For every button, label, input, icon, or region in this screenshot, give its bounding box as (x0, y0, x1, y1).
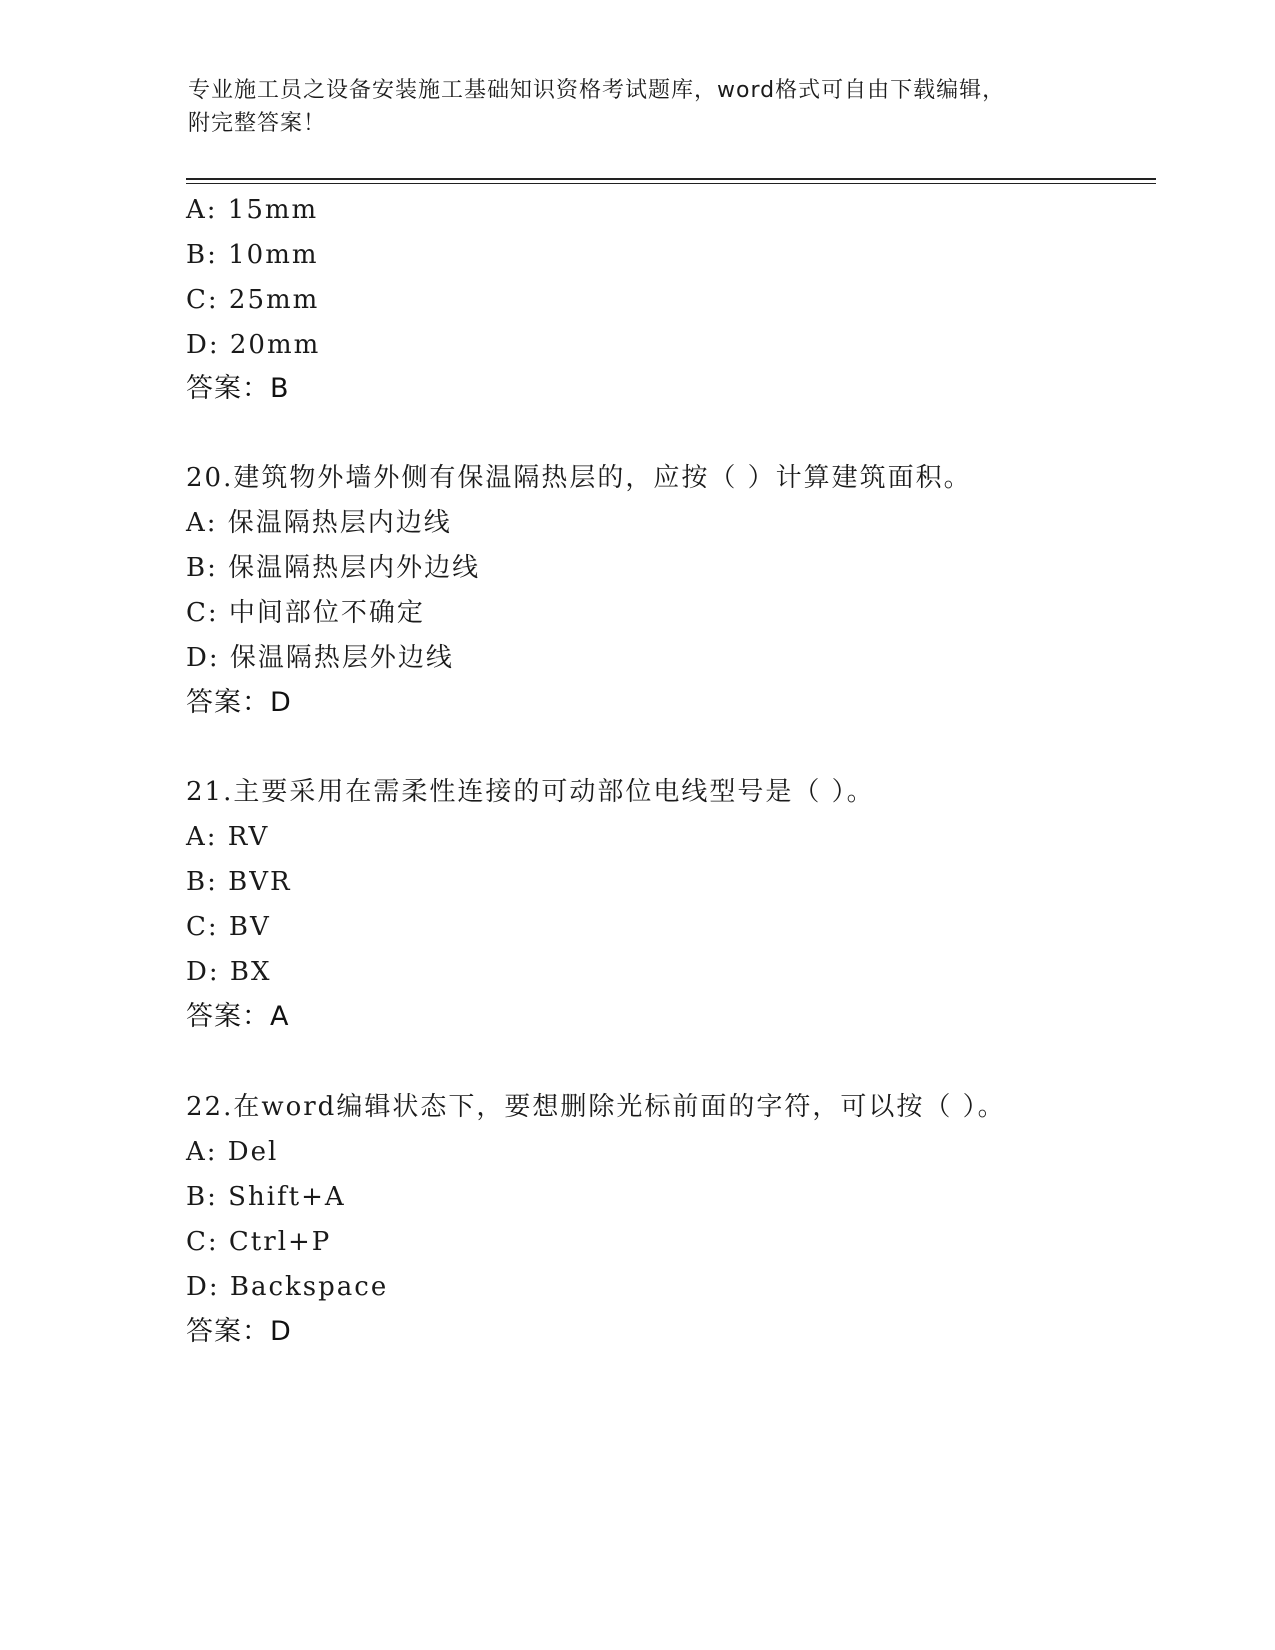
q21-option-a: A: RV (186, 822, 270, 852)
q20-question: 20.建筑物外墙外侧有保温隔热层的，应按（ ）计算建筑面积。 (186, 463, 972, 493)
header-line-1: 专业施工员之设备安装施工基础知识资格考试题库，word格式可自由下载编辑， (188, 78, 1006, 103)
q22-question: 22.在word编辑状态下，要想删除光标前面的字符，可以按（ ）。 (186, 1092, 1006, 1122)
q22-option-a: A: Del (186, 1137, 279, 1167)
q20-option-b: B: 保温隔热层内外边线 (186, 553, 481, 583)
q19-option-a: A: 15mm (186, 195, 319, 225)
q19-option-c: C: 25mm (186, 285, 320, 315)
q22-option-b: B: Shift+A (186, 1182, 346, 1212)
document-header (188, 74, 1068, 140)
q19-answer: 答案：B (186, 373, 290, 404)
header-divider (186, 178, 1156, 180)
header-line-2: 附完整答案！ (188, 111, 327, 136)
q22-option-d: D: Backspace (186, 1272, 389, 1302)
q20-answer: 答案：D (186, 687, 292, 718)
q20-option-c: C: 中间部位不确定 (186, 598, 425, 628)
q20-option-a: A: 保温隔热层内边线 (186, 508, 452, 538)
q21-option-c: C: BV (186, 912, 271, 942)
q20-option-d: D: 保温隔热层外边线 (186, 643, 454, 673)
q21-answer: 答案：A (186, 1001, 290, 1032)
q19-option-b: B: 10mm (186, 240, 319, 270)
q22-answer: 答案：D (186, 1316, 292, 1347)
q21-option-b: B: BVR (186, 867, 292, 897)
q21-option-d: D: BX (186, 957, 272, 987)
q22-option-c: C: Ctrl+P (186, 1227, 332, 1257)
header-divider-thin (186, 183, 1156, 184)
q19-option-d: D: 20mm (186, 330, 321, 360)
q21-question: 21.主要采用在需柔性连接的可动部位电线型号是（ ）。 (186, 777, 875, 807)
